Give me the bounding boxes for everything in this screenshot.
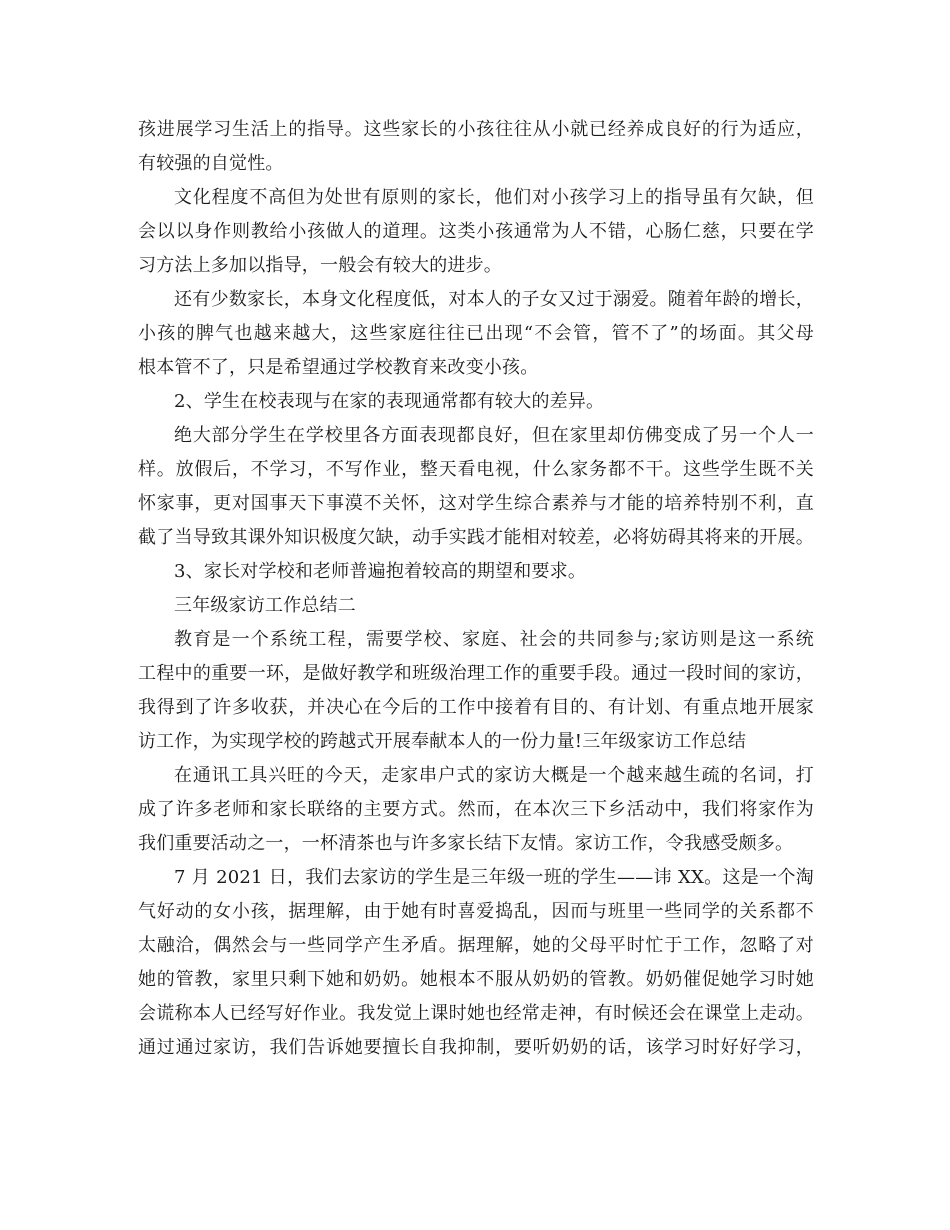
text-line: 成了许多老师和家长联络的主要方式。然而，在本次三下乡活动中，我们将家作为: [138, 799, 814, 820]
section-heading: 3、家长对学校和老师普遍抱着较高的期望和要求。: [174, 561, 587, 582]
text-line: 7 月 2021 日，我们去家访的学生是三年级一班的学生——讳 XX。这是一个淘: [174, 867, 814, 888]
text-line: 在通讯工具兴旺的今天，走家串户式的家访大概是一个越来越生疏的名词，打: [174, 765, 814, 786]
document-subtitle: 三年级家访工作总结二: [174, 595, 356, 616]
document-page: [138, 113, 814, 1065]
text-line: 小孩的脾气也越来越大，这些家庭往往已出现“不会管，管不了”的场面。其父母: [138, 323, 814, 344]
text-line: 访工作，为实现学校的跨越式开展奉献本人的一份力量!三年级家访工作总结: [138, 731, 747, 752]
text-line: 还有少数家长，本身文化程度低，对本人的子女又过于溺爱。随着年龄的增长，: [174, 289, 814, 310]
text-line: 我得到了许多收获，并决心在今后的工作中接着有目的、有计划、有重点地开展家: [138, 697, 814, 718]
text-line: 太融洽，偶然会与一些同学产生矛盾。据理解，她的父母平时忙于工作，忽略了对: [138, 935, 814, 956]
text-line: 习方法上多加以指导，一般会有较大的进步。: [138, 255, 502, 276]
text-line: 截了当导致其课外知识极度欠缺，动手实践才能相对较差，必将妨碍其将来的开展。: [138, 527, 814, 548]
text-line: 孩进展学习生活上的指导。这些家长的小孩往往从小就已经养成良好的行为适应，: [138, 119, 814, 140]
text-line: 根本管不了，只是希望通过学校教育来改变小孩。: [138, 357, 539, 378]
text-line: 会谎称本人已经写好作业。我发觉上课时她也经常走神，有时候还会在课堂上走动。: [138, 1003, 814, 1024]
text-line: 气好动的女小孩，据理解，由于她有时喜爱捣乱，因而与班里一些同学的关系都不: [138, 901, 814, 922]
text-line: 通过通过家访，我们告诉她要擅长自我抑制，要听奶奶的话，该学习时好好学习，: [138, 1037, 814, 1058]
text-line: 我们重要活动之一，一杯清茶也与许多家长结下友情。家访工作，令我感受颇多。: [138, 833, 794, 854]
text-line: 样。放假后，不学习，不写作业，整天看电视，什么家务都不干。这些学生既不关: [138, 459, 814, 480]
text-line: 工程中的重要一环，是做好教学和班级治理工作的重要手段。通过一段时间的家访，: [138, 663, 814, 684]
text-line: 绝大部分学生在学校里各方面表现都良好，但在家里却仿佛变成了另一个人一: [174, 425, 814, 446]
text-line: 文化程度不高但为处世有原则的家长，他们对小孩学习上的指导虽有欠缺，但: [174, 187, 814, 208]
text-line: 有较强的自觉性。: [138, 153, 284, 174]
section-heading: 2、学生在校表现与在家的表现通常都有较大的差异。: [174, 391, 605, 412]
text-line: 怀家事，更对国事天下事漠不关怀，这对学生综合素养与才能的培养特别不利，直: [138, 493, 814, 514]
text-line: 会以以身作则教给小孩做人的道理。这类小孩通常为人不错，心肠仁慈，只要在学: [138, 221, 814, 242]
text-line: 教育是一个系统工程，需要学校、家庭、社会的共同参与;家访则是这一系统: [174, 629, 814, 650]
text-line: 她的管教，家里只剩下她和奶奶。她根本不服从奶奶的管教。奶奶催促她学习时她: [138, 969, 814, 990]
